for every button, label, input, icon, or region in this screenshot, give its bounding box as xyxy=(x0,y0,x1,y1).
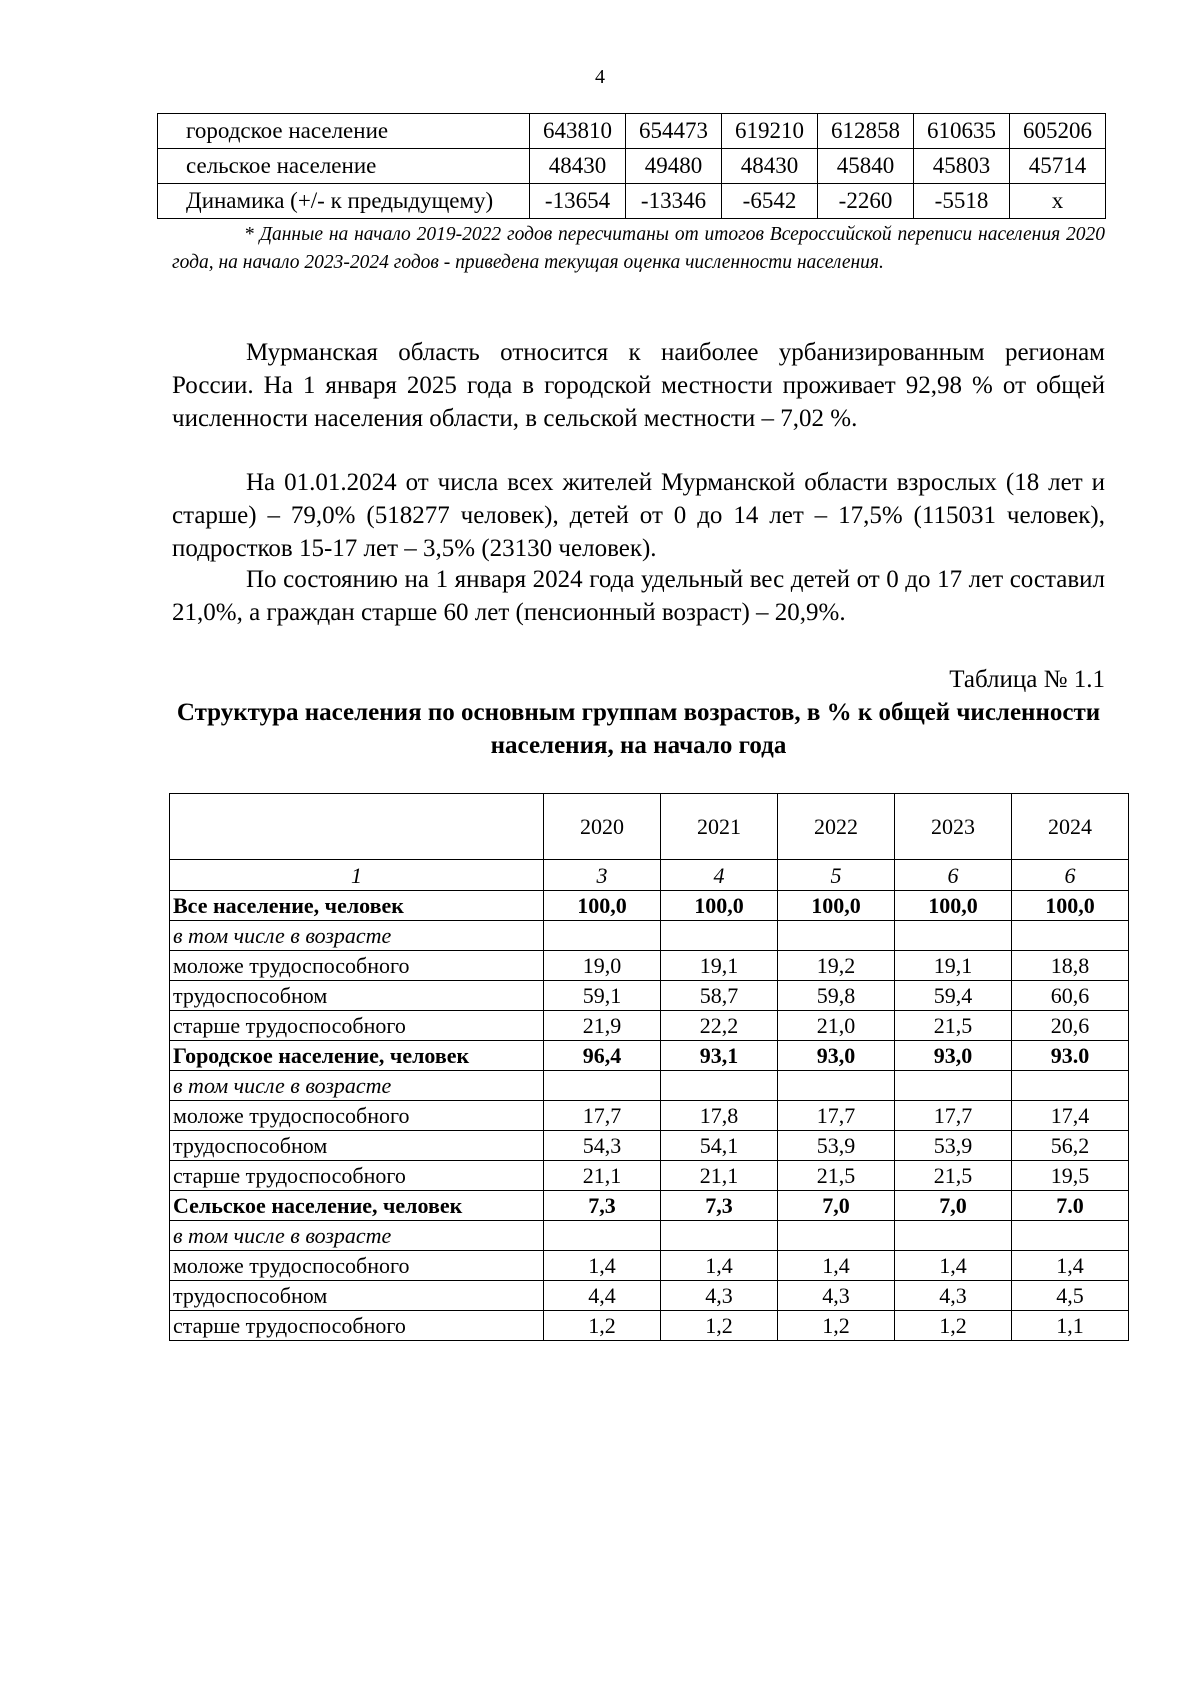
table-cell: 17,8 xyxy=(661,1101,778,1131)
table-cell: 53,9 xyxy=(778,1131,895,1161)
table-cell: 100,0 xyxy=(544,891,661,921)
table-cell: -13654 xyxy=(530,184,626,219)
population-table-continuation xyxy=(157,113,1106,219)
table-cell: 1,2 xyxy=(895,1311,1012,1341)
table-cell xyxy=(544,921,661,951)
table-cell xyxy=(778,1071,895,1101)
table-cell: 100,0 xyxy=(1012,891,1129,921)
row-label: моложе трудоспособного xyxy=(170,951,544,981)
table-title: Структура населения по основным группам возрастов, в % к общей численности населения, на начало года xyxy=(176,699,1101,759)
table-cell: 19,1 xyxy=(895,951,1012,981)
table-cell: 17,4 xyxy=(1012,1101,1129,1131)
page-number: 4 xyxy=(595,66,605,88)
table-header-row xyxy=(170,794,1129,860)
table-cell: 48430 xyxy=(722,149,818,184)
table-cell: 1,4 xyxy=(778,1251,895,1281)
table-row xyxy=(170,1281,1129,1311)
table-cell: 4,5 xyxy=(1012,1281,1129,1311)
table-cell xyxy=(1012,1221,1129,1251)
table-cell: 619210 xyxy=(722,114,818,149)
column-numbering-row xyxy=(170,860,1129,891)
row-label: Городское население, человек xyxy=(170,1041,544,1071)
table-cell: 60,6 xyxy=(1012,981,1129,1011)
table-cell xyxy=(544,1071,661,1101)
row-label: старше трудоспособного xyxy=(170,1161,544,1191)
table-cell: 17,7 xyxy=(544,1101,661,1131)
column-header: 2020 xyxy=(544,794,661,860)
table-cell: 1,4 xyxy=(544,1251,661,1281)
table-cell: 21,1 xyxy=(661,1161,778,1191)
table-cell xyxy=(895,1221,1012,1251)
table-cell xyxy=(661,921,778,951)
column-header xyxy=(170,794,544,860)
table-row xyxy=(170,891,1129,921)
table-row xyxy=(170,1131,1129,1161)
column-number: 4 xyxy=(661,860,778,891)
table-row xyxy=(158,149,1106,184)
column-header: 2023 xyxy=(895,794,1012,860)
table-cell: 21,5 xyxy=(895,1161,1012,1191)
table-cell: 58,7 xyxy=(661,981,778,1011)
row-label: Все население, человек xyxy=(170,891,544,921)
table-cell: 19,5 xyxy=(1012,1161,1129,1191)
table-cell: 19,0 xyxy=(544,951,661,981)
table-cell xyxy=(895,1071,1012,1101)
row-label: старше трудоспособного xyxy=(170,1011,544,1041)
table-row xyxy=(170,1071,1129,1101)
table-cell: 19,2 xyxy=(778,951,895,981)
row-label: в том числе в возрасте xyxy=(170,1071,544,1101)
table-footnote: * Данные на начало 2019-2022 годов пересчитаны от итогов Всероссийской переписи населения 2020 года, на начало 2023-2024 годов - приведена текущая оценка численности населения. xyxy=(172,224,1105,273)
column-number: 6 xyxy=(895,860,1012,891)
table-cell: -13346 xyxy=(626,184,722,219)
table-cell xyxy=(778,1221,895,1251)
table-cell: 100,0 xyxy=(778,891,895,921)
column-number: 1 xyxy=(170,860,544,891)
table-cell xyxy=(778,921,895,951)
table-cell: 100,0 xyxy=(661,891,778,921)
table-cell: 1,2 xyxy=(778,1311,895,1341)
table-cell: 4,4 xyxy=(544,1281,661,1311)
column-header: 2022 xyxy=(778,794,895,860)
table-row xyxy=(170,1191,1129,1221)
column-header: 2021 xyxy=(661,794,778,860)
column-number: 6 xyxy=(1012,860,1129,891)
table-row xyxy=(170,1311,1129,1341)
table-cell: 18,8 xyxy=(1012,951,1129,981)
row-label: трудоспособном xyxy=(170,1131,544,1161)
row-label: трудоспособном xyxy=(170,1281,544,1311)
table-cell: 45840 xyxy=(818,149,914,184)
table-cell: 93,0 xyxy=(895,1041,1012,1071)
row-label: моложе трудоспособного xyxy=(170,1101,544,1131)
table-cell: 53,9 xyxy=(895,1131,1012,1161)
table-cell: -5518 xyxy=(914,184,1010,219)
table-cell xyxy=(895,921,1012,951)
row-label: городское население xyxy=(158,114,530,149)
row-label: старше трудоспособного xyxy=(170,1311,544,1341)
table-cell: 59,8 xyxy=(778,981,895,1011)
table-cell: 93,0 xyxy=(778,1041,895,1071)
table-cell: 1,4 xyxy=(895,1251,1012,1281)
table-row xyxy=(170,1161,1129,1191)
table-cell: 1,4 xyxy=(1012,1251,1129,1281)
row-label: Сельское население, человек xyxy=(170,1191,544,1221)
table-cell: 45803 xyxy=(914,149,1010,184)
table-row xyxy=(170,921,1129,951)
table-cell: 1,4 xyxy=(661,1251,778,1281)
paragraph-children-share: По состоянию на 1 января 2024 года удельный вес детей от 0 до 17 лет составил 21,0%, а граждан старше 60 лет (пенсионный возраст) – 20,9%. xyxy=(172,566,1105,626)
table-cell: 7,3 xyxy=(544,1191,661,1221)
table-cell: 1,2 xyxy=(544,1311,661,1341)
table-cell xyxy=(544,1221,661,1251)
table-cell: 605206 xyxy=(1010,114,1106,149)
table-cell: -6542 xyxy=(722,184,818,219)
table-cell: 7.0 xyxy=(1012,1191,1129,1221)
table-cell: 54,1 xyxy=(661,1131,778,1161)
column-number: 5 xyxy=(778,860,895,891)
table-cell: 4,3 xyxy=(895,1281,1012,1311)
table-cell: 100,0 xyxy=(895,891,1012,921)
table-cell: 1,2 xyxy=(661,1311,778,1341)
column-number: 3 xyxy=(544,860,661,891)
table-cell xyxy=(661,1071,778,1101)
table-cell: -2260 xyxy=(818,184,914,219)
table-cell: 54,3 xyxy=(544,1131,661,1161)
row-label: моложе трудоспособного xyxy=(170,1251,544,1281)
row-label: Динамика (+/- к предыдущему) xyxy=(158,184,530,219)
table-row xyxy=(170,1101,1129,1131)
table-cell: 612858 xyxy=(818,114,914,149)
table-cell: 59,1 xyxy=(544,981,661,1011)
table-cell: 7,3 xyxy=(661,1191,778,1221)
paragraph-urbanization: Мурманская область относится к наиболее урбанизированным регионам России. На 1 января 2025 года в городской местности проживает 92,98 % от общей численности населения области, в сельской местности – 7,02 %. xyxy=(172,339,1105,432)
table-row xyxy=(170,1221,1129,1251)
row-label: сельское население xyxy=(158,149,530,184)
table-cell: 56,2 xyxy=(1012,1131,1129,1161)
table-row xyxy=(170,1041,1129,1071)
table-cell: x xyxy=(1010,184,1106,219)
table-cell: 21,9 xyxy=(544,1011,661,1041)
table-row xyxy=(170,1251,1129,1281)
table-cell: 643810 xyxy=(530,114,626,149)
table-cell: 21,5 xyxy=(778,1161,895,1191)
table-cell: 96,4 xyxy=(544,1041,661,1071)
table-cell: 21,5 xyxy=(895,1011,1012,1041)
table-cell: 20,6 xyxy=(1012,1011,1129,1041)
table-cell: 4,3 xyxy=(661,1281,778,1311)
table-cell: 4,3 xyxy=(778,1281,895,1311)
table-cell: 22,2 xyxy=(661,1011,778,1041)
age-structure-table xyxy=(169,793,1129,1341)
table-cell: 45714 xyxy=(1010,149,1106,184)
row-label: в том числе в возрасте xyxy=(170,921,544,951)
table-cell: 610635 xyxy=(914,114,1010,149)
table-cell: 48430 xyxy=(530,149,626,184)
table-cell xyxy=(1012,1071,1129,1101)
table-cell xyxy=(661,1221,778,1251)
table-cell xyxy=(1012,921,1129,951)
table-cell: 21,0 xyxy=(778,1011,895,1041)
table-row xyxy=(170,951,1129,981)
table-cell: 93,1 xyxy=(661,1041,778,1071)
paragraph-age-groups: На 01.01.2024 от числа всех жителей Мурманской области взрослых (18 лет и старше) – 79,0% (518277 человек), детей от 0 до 14 лет – 17,5% (115031 человек), подростков 15-17 лет – 3,5% (23130 человек). xyxy=(172,469,1105,562)
table-cell: 17,7 xyxy=(778,1101,895,1131)
table-cell: 17,7 xyxy=(895,1101,1012,1131)
table-caption: Таблица № 1.1 xyxy=(949,666,1105,693)
table-cell: 19,1 xyxy=(661,951,778,981)
table-cell: 93.0 xyxy=(1012,1041,1129,1071)
table-cell: 7,0 xyxy=(778,1191,895,1221)
column-header: 2024 xyxy=(1012,794,1129,860)
table-cell: 49480 xyxy=(626,149,722,184)
row-label: трудоспособном xyxy=(170,981,544,1011)
table-cell: 21,1 xyxy=(544,1161,661,1191)
table-cell: 7,0 xyxy=(895,1191,1012,1221)
table-row xyxy=(170,1011,1129,1041)
table-row xyxy=(170,981,1129,1011)
row-label: в том числе в возрасте xyxy=(170,1221,544,1251)
table-cell: 654473 xyxy=(626,114,722,149)
table-cell: 1,1 xyxy=(1012,1311,1129,1341)
table-cell: 59,4 xyxy=(895,981,1012,1011)
table-row xyxy=(158,184,1106,219)
table-row xyxy=(158,114,1106,149)
